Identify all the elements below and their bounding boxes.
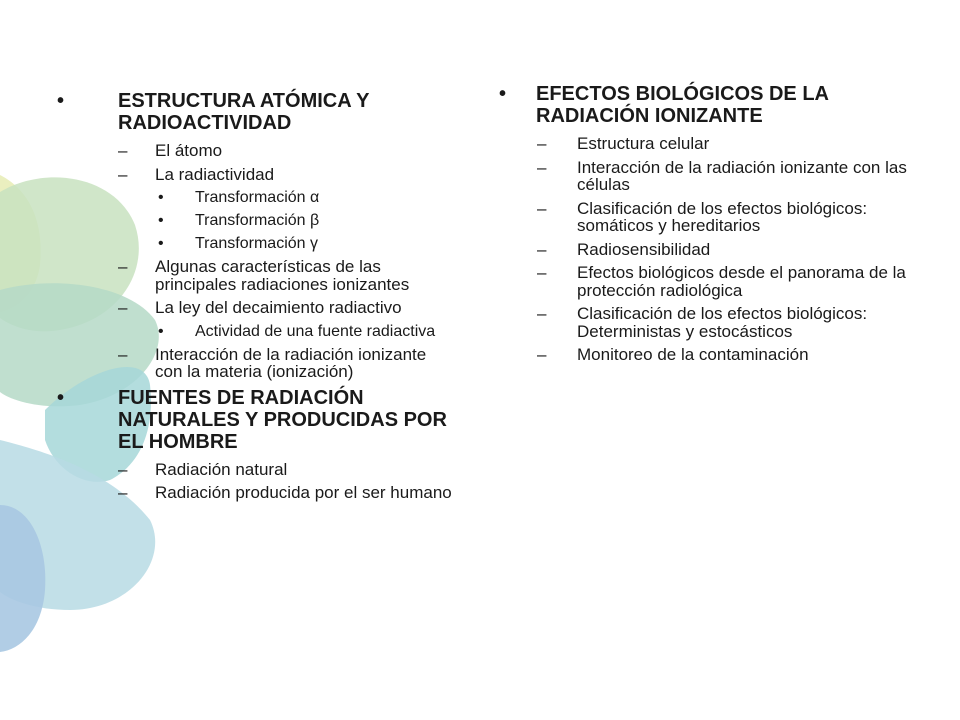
list-item: [55, 258, 455, 293]
sub-list-item: [55, 189, 455, 206]
list-item: [55, 346, 455, 381]
dash-marker: –: [537, 263, 547, 282]
bullet-marker: •: [57, 386, 65, 409]
item-text: Estructura celular: [577, 134, 710, 153]
list-item: [497, 346, 907, 364]
list-item: [55, 461, 455, 479]
bullet-marker: •: [158, 322, 164, 340]
item-text: Radiosensibilidad: [577, 239, 711, 259]
dash-marker: –: [537, 304, 547, 323]
section-heading: [55, 90, 455, 134]
item-text: Radiación producida por el ser humano: [155, 483, 452, 502]
right-column: [497, 83, 907, 370]
item-text: Actividad de una fuente radiactiva: [195, 322, 436, 340]
item-text: Transformación γ: [195, 235, 318, 252]
list-item: [55, 299, 455, 317]
item-text: La ley del decaimiento radiactivo: [155, 298, 402, 317]
item-text: EFECTOS BIOLÓGICOS DE LA RADIACIÓN IONIZANTE: [536, 83, 829, 127]
item-text: Interacción de la radiación ionizante con las células: [577, 157, 907, 194]
sub-list-item: [55, 323, 455, 340]
dash-marker: –: [118, 298, 128, 317]
dash-marker: –: [118, 483, 128, 502]
bullet-marker: •: [57, 90, 65, 112]
item-text: Interacción de la radiación ionizante con la materia (ionización): [155, 344, 427, 381]
item-text: ESTRUCTURA ATÓMICA Y RADIOACTIVIDAD: [118, 90, 370, 134]
list-item: [497, 241, 907, 259]
bullet-marker: •: [158, 212, 164, 229]
item-text: Transformación β: [195, 212, 320, 229]
list-item: [497, 264, 907, 299]
list-item: [55, 142, 455, 160]
dash-marker: –: [118, 459, 128, 479]
dash-marker: –: [118, 344, 128, 364]
dash-marker: –: [537, 134, 547, 153]
list-item: [497, 135, 907, 153]
item-text: Transformación α: [195, 189, 320, 206]
left-column: [55, 90, 455, 508]
section-heading: [497, 83, 907, 127]
dash-marker: –: [118, 141, 128, 160]
dash-marker: –: [118, 164, 128, 184]
item-text: Clasificación de los efectos biológicos: somáticos y hereditarios: [577, 198, 868, 235]
list-item: [497, 305, 907, 340]
section-heading: [55, 387, 455, 453]
dash-marker: –: [537, 239, 547, 259]
item-text: Clasificación de los efectos biológicos: Deterministas y estocásticos: [577, 304, 868, 341]
dash-marker: –: [537, 157, 547, 177]
item-text: Algunas características de las principales radiaciones ionizantes: [155, 257, 410, 294]
item-text: Radiación natural: [155, 459, 288, 479]
sub-list-item: [55, 212, 455, 229]
dash-marker: –: [537, 345, 547, 364]
dash-marker: –: [537, 198, 547, 218]
list-item: [55, 166, 455, 184]
sub-list-item: [55, 235, 455, 252]
item-text: El átomo: [155, 141, 223, 160]
bullet-marker: •: [158, 189, 164, 206]
bullet-marker: •: [499, 83, 507, 105]
item-text: La radiactividad: [155, 164, 275, 184]
item-text: FUENTES DE RADIACIÓN NATURALES Y PRODUCIDAS POR EL HOMBRE: [118, 386, 447, 453]
list-item: [497, 200, 907, 235]
dash-marker: –: [118, 257, 128, 276]
list-item: [497, 159, 907, 194]
list-item: [55, 484, 455, 502]
bullet-marker: •: [158, 235, 164, 252]
item-text: Efectos biológicos desde el panorama de la protección radiológica: [577, 263, 906, 300]
item-text: Monitoreo de la contaminación: [577, 345, 809, 364]
